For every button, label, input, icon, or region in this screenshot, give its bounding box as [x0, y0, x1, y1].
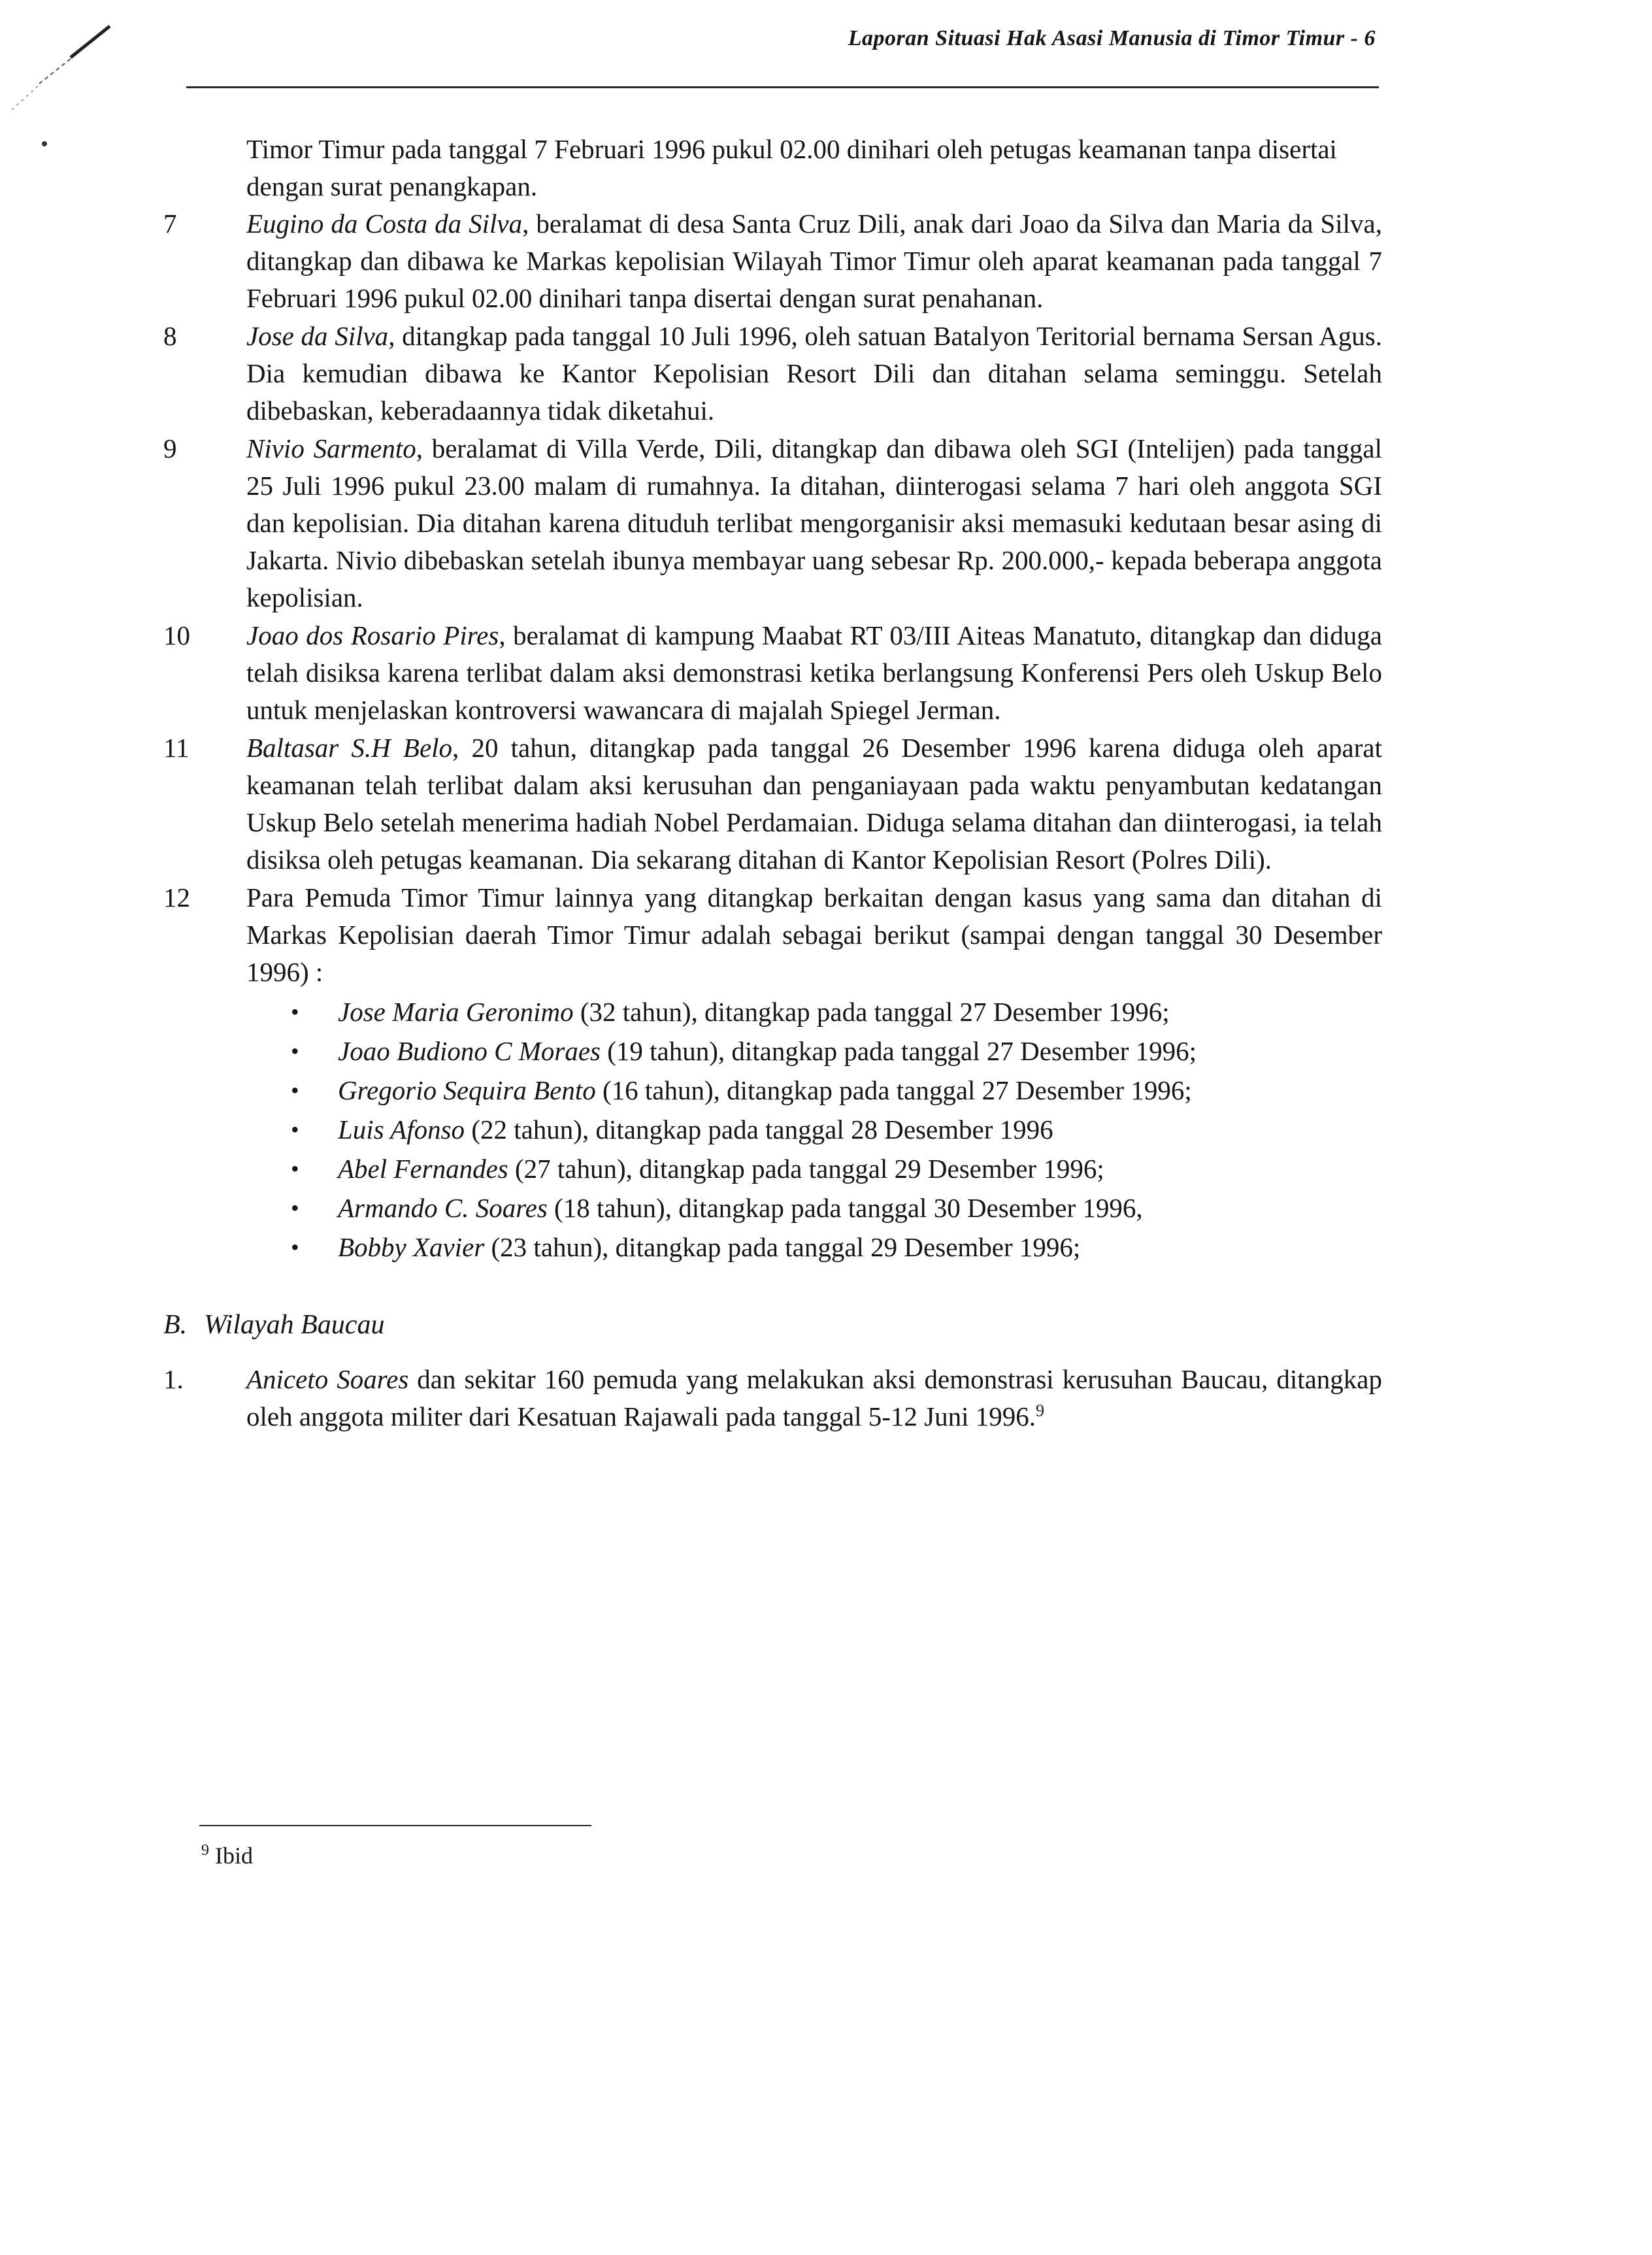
person-name: Bobby Xavier	[338, 1232, 485, 1262]
item-number: 10	[163, 620, 190, 650]
bullet-icon: •	[291, 1156, 299, 1182]
bullet-text	[338, 1072, 1382, 1109]
list-item	[163, 1361, 1382, 1435]
person-name: Abel Fernandes	[338, 1154, 508, 1184]
continuation-text: Timor Timur pada tanggal 7 Februari 1996 pukul 02.00 dinihari oleh petugas keamanan tanpa disertai dengan surat penangkapan.	[246, 134, 1337, 201]
section-heading	[163, 1307, 1382, 1344]
bullet-item	[291, 1150, 1382, 1188]
bullet-description: (16 tahun), ditangkap pada tanggal 27 Desember 1996;	[595, 1075, 1192, 1105]
item-number: 7	[163, 209, 177, 239]
footnote-rule	[199, 1825, 591, 1826]
list-item	[163, 729, 1382, 878]
person-name: Gregorio Sequira Bento	[338, 1075, 596, 1105]
bullet-description: (19 tahun), ditangkap pada tanggal 27 Desember 1996;	[601, 1036, 1197, 1066]
bullet-item	[291, 1190, 1382, 1227]
running-header: Laporan Situasi Hak Asasi Manusia di Timor Timur - 6	[848, 26, 1376, 50]
bullet-text	[338, 1190, 1382, 1227]
item-text	[246, 617, 1382, 729]
bullet-description: (22 tahun), ditangkap pada tanggal 28 Desember 1996	[465, 1114, 1053, 1144]
person-name: Aniceto Soares	[246, 1364, 409, 1394]
item-text	[246, 205, 1382, 317]
item-text	[246, 430, 1382, 616]
person-name: Armando C. Soares	[338, 1193, 548, 1223]
footnote-text: Ibid	[215, 1843, 253, 1869]
item-text	[246, 1361, 1382, 1435]
bullet-description: (27 tahun), ditangkap pada tanggal 29 Desember 1996;	[508, 1154, 1104, 1184]
item-text	[246, 729, 1382, 878]
item-description: Para Pemuda Timor Timur lainnya yang ditangkap berkaitan dengan kasus yang sama dan ditahan di Markas Kepolisian daerah Timor Timur adalah sebagai berikut (sampai dengan tanggal 30 Desember 1996) :	[246, 882, 1382, 987]
section-label: B.	[163, 1310, 188, 1340]
person-name: Baltasar S.H Belo	[246, 733, 453, 763]
person-name: Joao Budiono C Moraes	[338, 1036, 601, 1066]
list-item	[163, 430, 1382, 616]
item-number: 11	[163, 733, 190, 763]
bullet-text	[338, 1150, 1382, 1188]
page-body	[163, 131, 1382, 1436]
item-description: , beralamat di desa Santa Cruz Dili, anak dari Joao da Silva dan Maria da Silva, ditangkap dan dibawa ke Markas kepolisian Wilayah Timor Timur oleh aparat keamanan pada tanggal 7 Februari 1996 pukul 02.00 dinihari tanpa disertai dengan surat penahanan.	[246, 209, 1383, 313]
list-item	[163, 617, 1382, 729]
bullet-text	[338, 1111, 1382, 1148]
person-name: Joao dos Rosario Pires	[246, 620, 499, 650]
item-number: 9	[163, 433, 177, 463]
list-item	[163, 318, 1382, 429]
person-name: Luis Afonso	[338, 1114, 465, 1144]
item-description: , ditangkap pada tanggal 10 Juli 1996, oleh satuan Batalyon Teritorial bernama Sersan Agus. Dia kemudian dibawa ke Kantor Kepolisian Resort Dili dan ditahan selama seminggu. Setelah dibebaskan, keberadaannya tidak diketahui.	[246, 321, 1382, 426]
person-name: Eugino da Costa da Silva	[246, 209, 523, 239]
footnote-reference[interactable]: 9	[1036, 1401, 1045, 1420]
bullet-item	[291, 1033, 1382, 1070]
list-item	[163, 205, 1382, 317]
item-text	[246, 879, 1382, 991]
bullet-item	[291, 1229, 1382, 1266]
bullet-icon: •	[291, 999, 299, 1025]
continuation-paragraph	[163, 131, 1382, 205]
item-description: dan sekitar 160 pemuda yang melakukan aksi demonstrasi kerusuhan Baucau, ditangkap oleh anggota militer dari Kesatuan Rajawali pada tanggal 5-12 Juni 1996.	[246, 1364, 1382, 1431]
person-name: Jose Maria Geronimo	[338, 997, 574, 1027]
item-number: 8	[163, 321, 177, 351]
item-number: 1.	[163, 1364, 184, 1394]
bullet-description: (32 tahun), ditangkap pada tanggal 27 Desember 1996;	[573, 997, 1170, 1027]
bullet-text	[338, 1229, 1382, 1266]
scan-artifact-mark	[0, 0, 170, 150]
footnote	[201, 1842, 253, 1869]
bullet-item	[291, 1111, 1382, 1148]
person-name: Nivio Sarmento	[246, 433, 416, 463]
detainee-bullet-list	[163, 994, 1382, 1266]
bullet-icon: •	[291, 1195, 299, 1221]
bullet-text	[338, 994, 1382, 1031]
bullet-icon: •	[291, 1234, 299, 1260]
bullet-description: (18 tahun), ditangkap pada tanggal 30 Desember 1996,	[547, 1193, 1143, 1223]
list-item	[163, 879, 1382, 991]
bullet-item	[291, 994, 1382, 1031]
bullet-icon: •	[291, 1116, 299, 1143]
item-description: , 20 tahun, ditangkap pada tanggal 26 Desember 1996 karena diduga oleh aparat keamanan telah terlibat dalam aksi kerusuhan dan penganiayaan pada waktu penyambutan kedatangan Uskup Belo setelah menerima hadiah Nobel Perdamaian. Diduga selama ditahan dan diinterogasi, ia telah disiksa oleh petugas keamanan. Dia sekarang ditahan di Kantor Kepolisian Resort (Polres Dili).	[246, 733, 1382, 875]
header-rule	[186, 86, 1379, 88]
bullet-icon: •	[291, 1077, 299, 1103]
footnote-marker: 9	[201, 1842, 209, 1859]
item-description: , beralamat di kampung Maabat RT 03/III Aiteas Manatuto, ditangkap dan diduga telah disiksa karena terlibat dalam aksi demonstrasi ketika berlangsung Konferensi Pers oleh Uskup Belo untuk menjelaskan kontroversi wawancara di majalah Spiegel Jerman.	[246, 620, 1382, 725]
item-number: 12	[163, 882, 190, 912]
section-title: Wilayah Baucau	[204, 1310, 385, 1340]
person-name: Jose da Silva	[246, 321, 389, 351]
bullet-text	[338, 1033, 1382, 1070]
bullet-icon: •	[291, 1038, 299, 1064]
item-text	[246, 318, 1382, 429]
bullet-item	[291, 1072, 1382, 1109]
item-description: , beralamat di Villa Verde, Dili, ditangkap dan dibawa oleh SGI (Intelijen) pada tanggal 25 Juli 1996 pukul 23.00 malam di rumahnya. Ia ditahan, diinterogasi selama 7 hari oleh anggota SGI dan kepolisian. Dia ditahan karena dituduh terlibat mengorganisir aksi memasuki kedutaan besar asing di Jakarta. Nivio dibebaskan setelah ibunya membayar uang sebesar Rp. 200.000,- kepada beberapa anggota kepolisian.	[246, 433, 1383, 612]
bullet-description: (23 tahun), ditangkap pada tanggal 29 Desember 1996;	[484, 1232, 1081, 1262]
